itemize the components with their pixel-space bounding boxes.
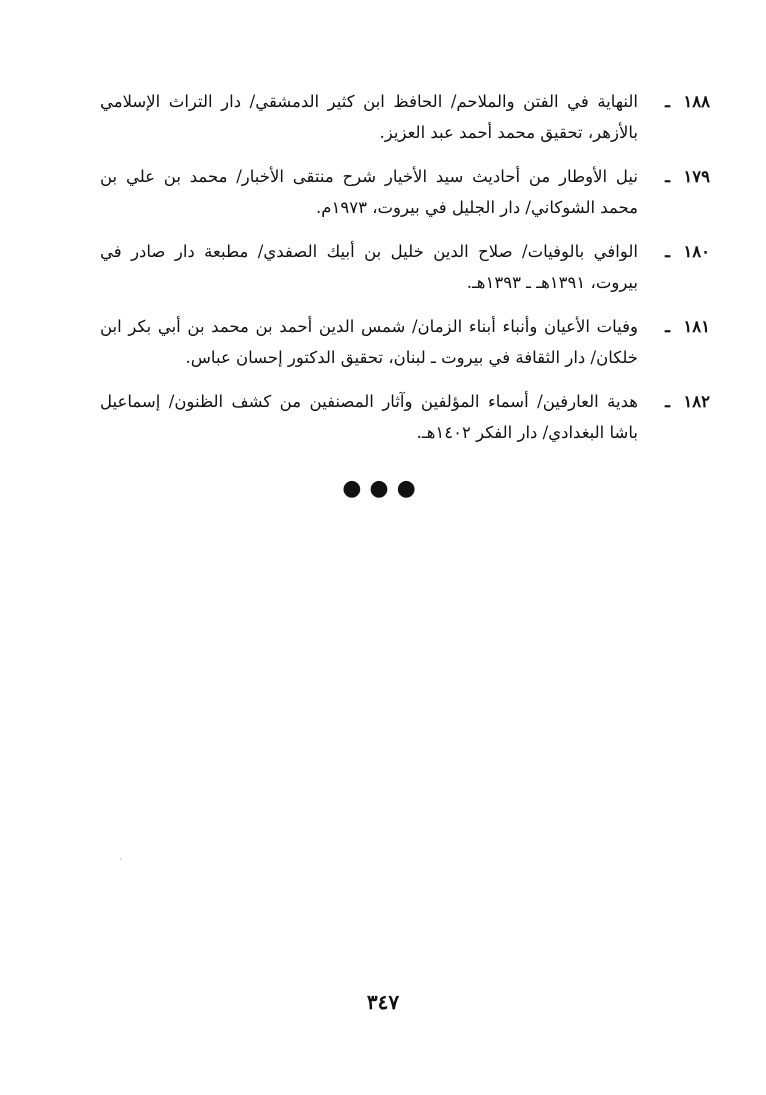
bibliography-entry — [100, 86, 710, 148]
bibliography-entry — [100, 311, 710, 373]
entry-text: هدية العارفين/ أسماء المؤلفين وآثار المصنفين من كشف الظنون/ إسماعيل باشا البغدادي/ دار الفكر ١٤٠٢هـ. — [100, 392, 638, 442]
entry-dash: ـ — [665, 92, 670, 111]
page-number: ٣٤٧ — [366, 990, 400, 1014]
entry-number: ١٨١ — [683, 317, 710, 336]
entry-text: النهاية في الفتن والملاحم/ الحافظ ابن كثير الدمشقي/ دار التراث الإسلامي بالأزهر، تحقيق محمد أحمد عبد العزيز. — [100, 92, 638, 142]
entry-dash: ـ — [665, 317, 670, 336]
entry-dash: ـ — [665, 242, 670, 261]
entry-text: نيل الأوطار من أحاديث سيد الأخيار شرح منتقى الأخبار/ محمد بن علي بن محمد الشوكاني/ دار الجليل في بيروت، ١٩٧٣م. — [100, 167, 638, 217]
bibliography-list — [100, 86, 710, 461]
bibliography-entry — [100, 236, 710, 298]
entry-dash: ـ — [665, 392, 670, 411]
entry-number: ١٧٩ — [683, 167, 710, 186]
entry-number: ١٨٨ — [683, 92, 710, 111]
entry-text: وفيات الأعيان وأنباء أبناء الزمان/ شمس الدين أحمد بن محمد بن أبي بكر ابن خلكان/ دار الثقافة في بيروت ـ لبنان، تحقيق الدكتور إحسان عباس. — [100, 317, 638, 367]
scan-speck — [120, 858, 122, 860]
section-separator-dots: ●●● — [342, 476, 424, 501]
entry-dash: ـ — [665, 167, 670, 186]
bibliography-entry — [100, 386, 710, 448]
entry-number: ١٨٠ — [683, 242, 710, 261]
bibliography-entry — [100, 161, 710, 223]
entry-number: ١٨٢ — [683, 392, 710, 411]
entry-text: الوافي بالوفيات/ صلاح الدين خليل بن أبيك الصفدي/ مطبعة دار صادر في بيروت، ١٣٩١هـ ـ ١٣٩٣هـ. — [100, 242, 638, 292]
